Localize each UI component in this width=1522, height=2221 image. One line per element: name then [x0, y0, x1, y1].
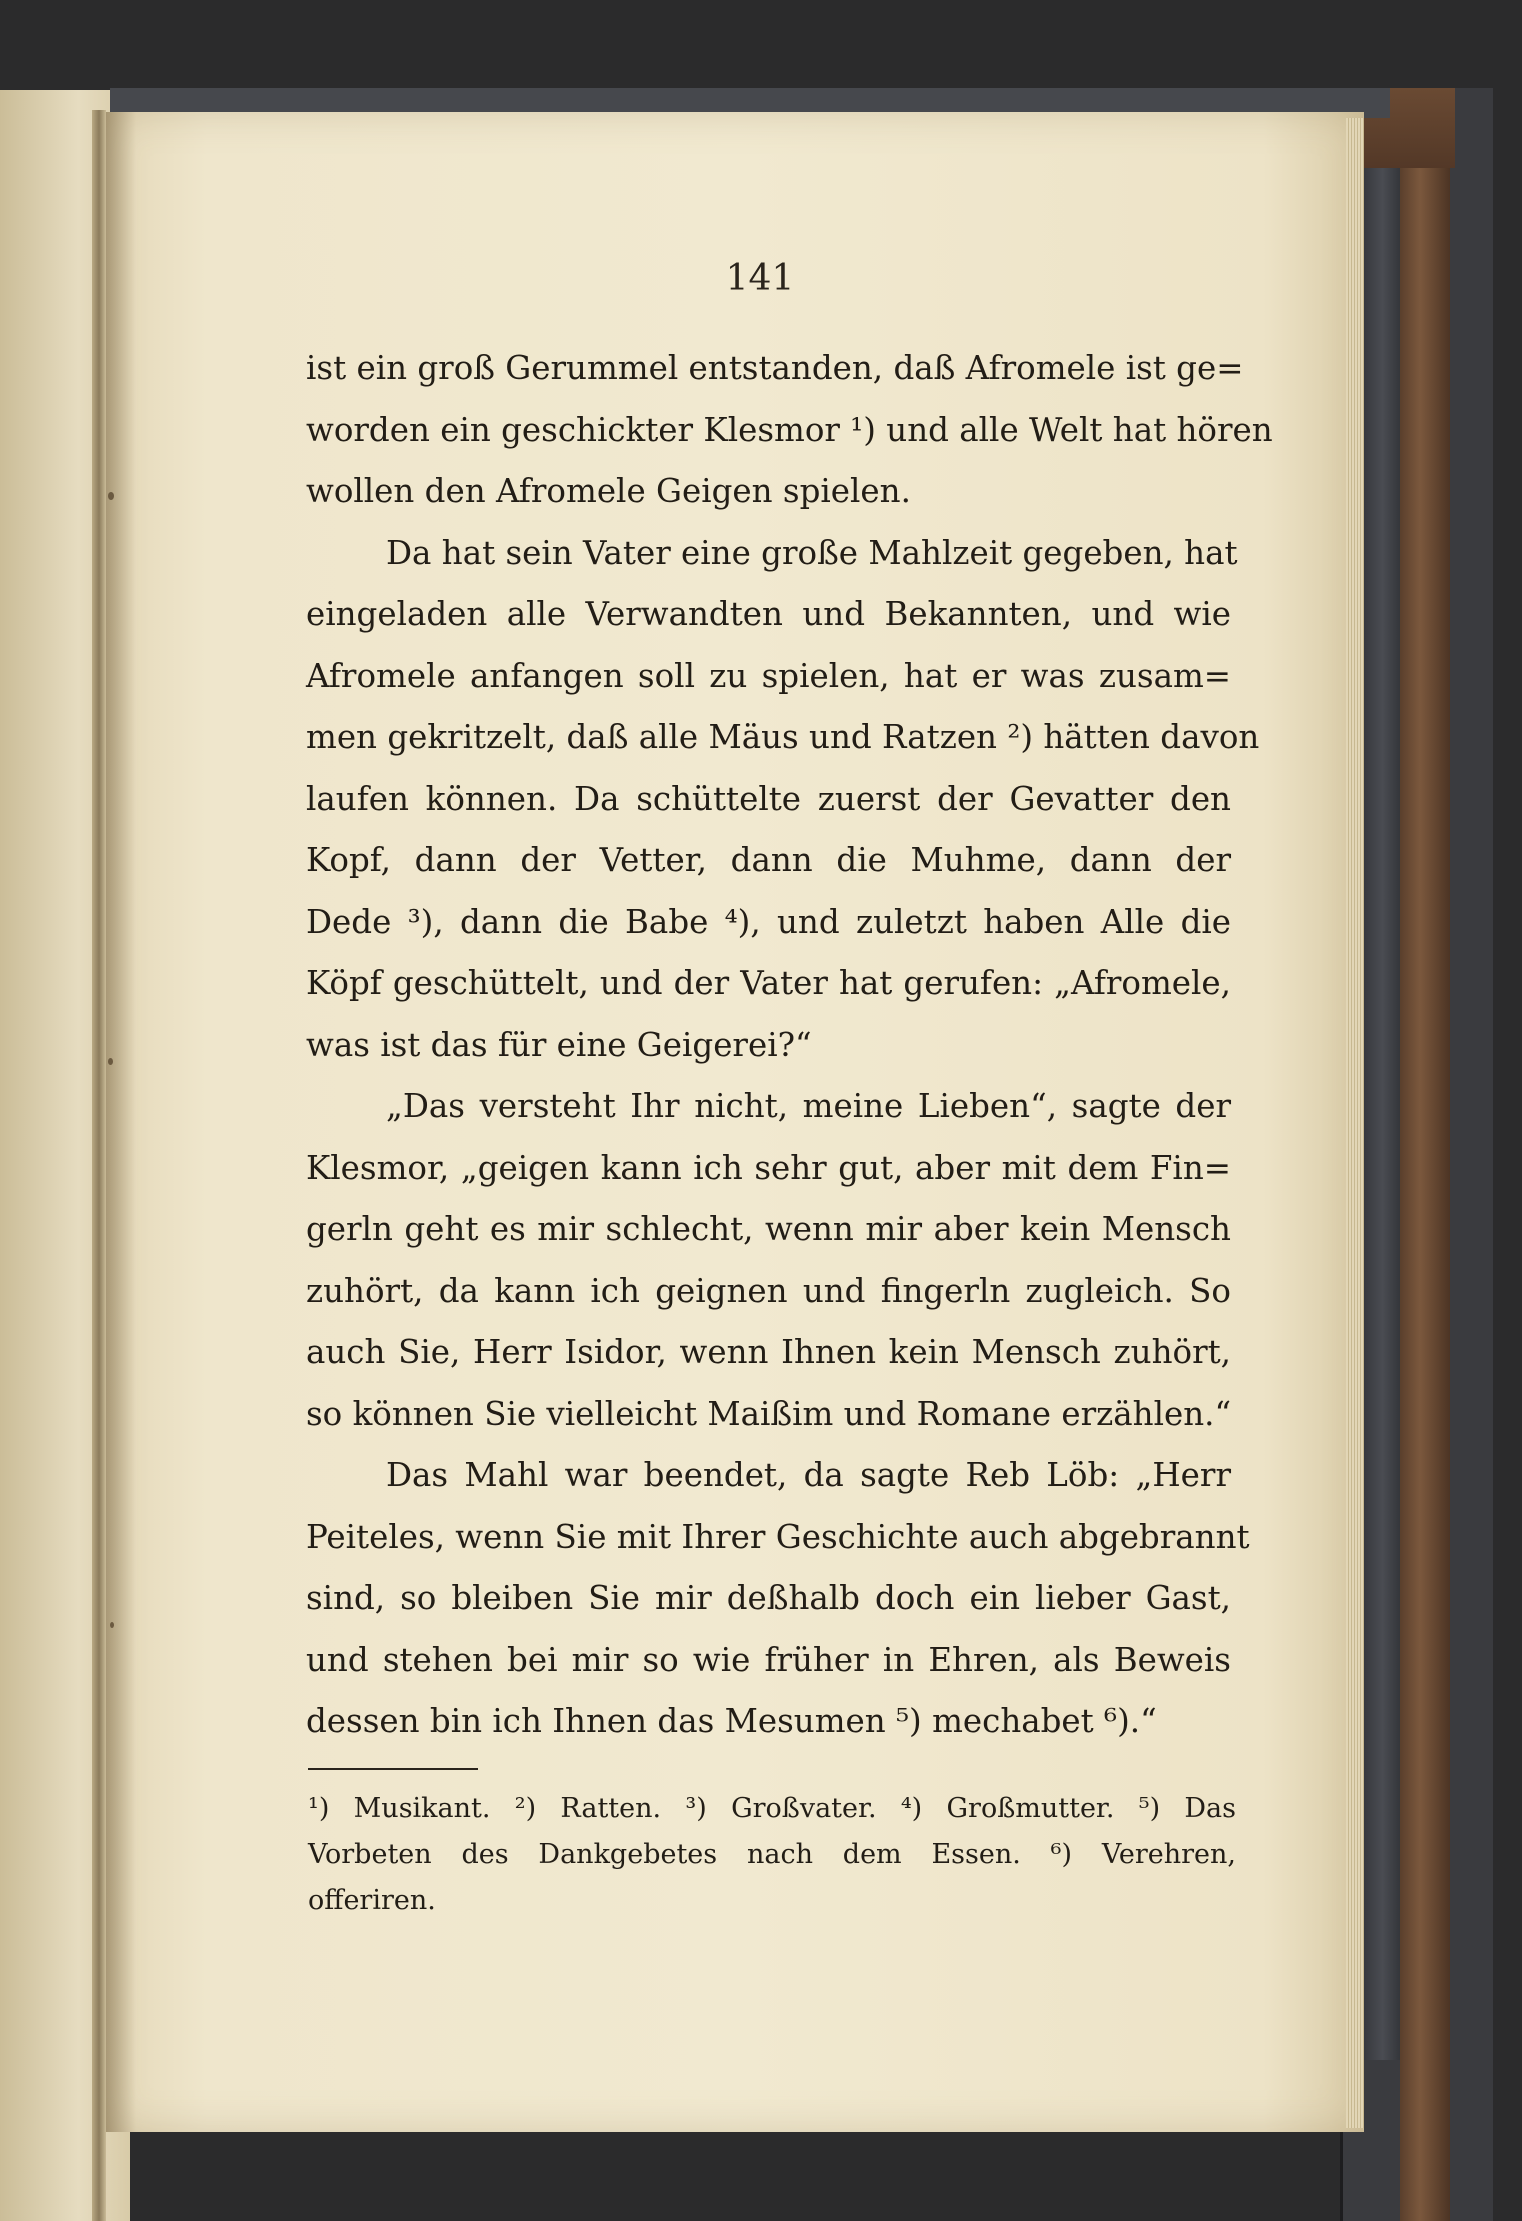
paper-speck	[108, 1058, 113, 1065]
cover-cloth	[1360, 160, 1405, 2060]
text-line: und stehen bei mir so wie früher in Ehren, als Beweis	[306, 1640, 1231, 1679]
text-line: auch Sie, Herr Isidor, wenn Ihnen kein Mensch zuhört,	[306, 1333, 1231, 1371]
text-line: Das Mahl war beendet, da sagte Reb Löb: „Herr	[386, 1456, 1231, 1494]
page-number: 141	[725, 258, 795, 299]
text-line: sind, so bleiben Sie mir deßhalb doch ein lieber Gast,	[306, 1579, 1231, 1617]
text-line: gerln geht es mir schlecht, wenn mir aber kein Mensch	[306, 1210, 1231, 1248]
cover-leather-edge	[1400, 100, 1450, 2221]
text-line: Da hat sein Vater eine große Mahlzeit gegeben, hat	[386, 533, 1238, 572]
footnote-line: Vorbeten des Dankgebetes nach dem Essen. ⁶) Verehren,	[308, 1839, 1236, 1870]
text-line: Klesmor, „geigen kann ich sehr gut, aber mit dem Fin=	[306, 1148, 1231, 1187]
page-stack-edge	[1346, 118, 1364, 2128]
footnotes	[308, 1786, 1236, 1924]
text-line: worden ein geschickter Klesmor ¹) und alle Welt hat hören	[306, 410, 1273, 449]
footnote-line: offeriren.	[308, 1885, 436, 1916]
text-line: Peiteles, wenn Sie mit Ihrer Geschichte auch abgebrannt	[306, 1517, 1250, 1556]
gutter-shadow	[106, 112, 136, 2132]
text-line: „Das versteht Ihr nicht, meine Lieben“, sagte der	[386, 1087, 1231, 1125]
footnote-line: ¹) Musikant. ²) Ratten. ³) Großvater. ⁴) Großmutter. ⁵) Das	[308, 1793, 1236, 1824]
text-line: zuhört, da kann ich geignen und fingerln zugleich. So	[306, 1271, 1231, 1310]
text-line: was ist das für eine Geigerei?“	[306, 1025, 812, 1064]
text-line: wollen den Afromele Geigen spielen.	[306, 472, 911, 510]
paper-speck	[110, 1622, 114, 1628]
text-line: dessen bin ich Ihnen das Mesumen ⁵) mechabet ⁶).“	[306, 1702, 1157, 1740]
text-line: laufen können. Da schüttelte zuerst der Gevatter den	[306, 779, 1231, 818]
text-line: Dede ³), dann die Babe ⁴), und zuletzt haben Alle die	[306, 902, 1231, 941]
text-line: men gekritzelt, daß alle Mäus und Ratzen ²) hätten davon	[306, 718, 1260, 756]
text-line: Köpf geschüttelt, und der Vater hat gerufen: „Afromele,	[306, 964, 1231, 1002]
text-line: eingeladen alle Verwandten und Bekannten, und wie	[306, 595, 1231, 633]
book-gutter	[92, 110, 106, 2221]
text-line: ist ein groß Gerummel entstanden, daß Afromele ist ge=	[306, 349, 1244, 387]
text-line: Afromele anfangen soll zu spielen, hat er was zusam=	[306, 656, 1231, 695]
footnote-rule	[308, 1768, 478, 1770]
body-text	[306, 338, 1273, 1753]
paper-speck	[108, 492, 114, 500]
text-line: so können Sie vielleicht Maißim und Romane erzählen.“	[306, 1394, 1232, 1433]
text-line: Kopf, dann der Vetter, dann die Muhme, dann der	[306, 841, 1231, 879]
